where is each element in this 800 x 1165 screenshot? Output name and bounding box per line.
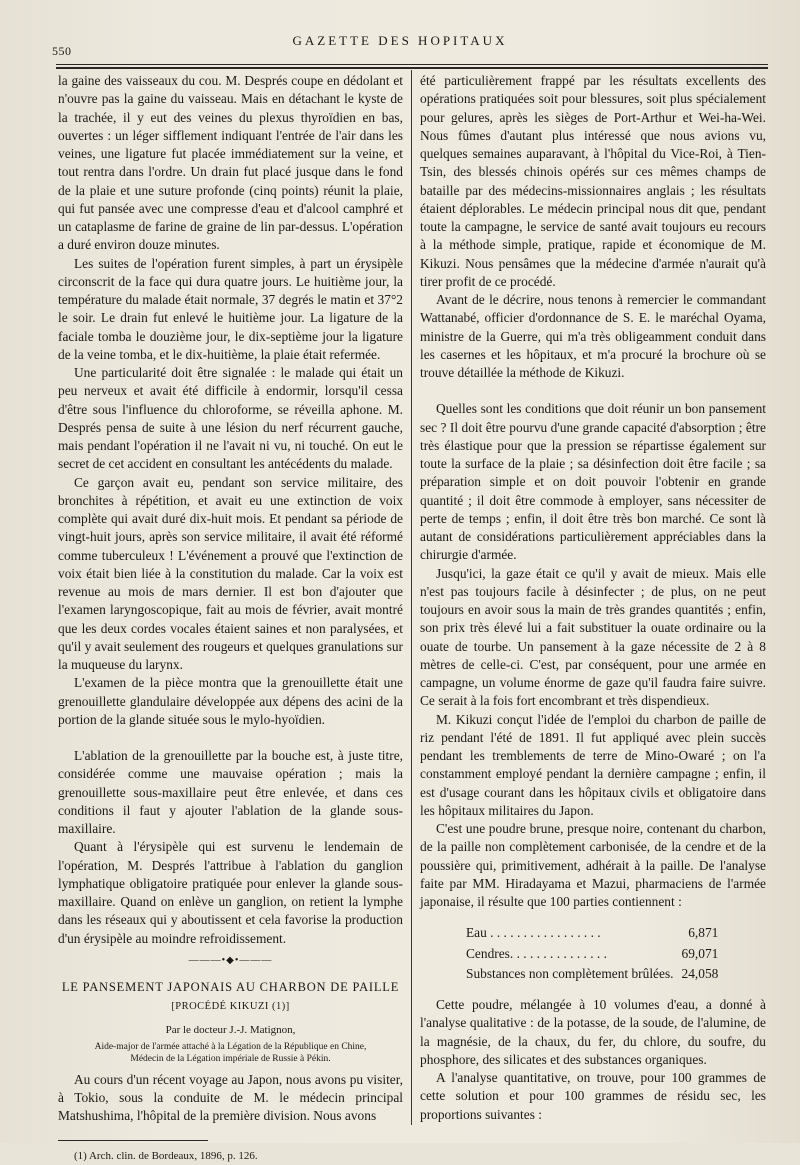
paragraph: Quant à l'érysipèle qui est survenu le lendemain de l'opération, M. Després l'attribue à l'ablation du ganglion lymphatique obligatoire pratiquée pour enlever la glande sous-maxillaire. Quand on enlève un ganglion, on retient la lymphe dans les réseaux qui y aboutissent et cela favorise la production d'un érysipèle au moindre refroidissement. bbox=[58, 839, 403, 946]
analysis-value: 24,058 bbox=[681, 965, 719, 981]
article-subtitle: [PROCÉDÉ KIKUZI (1)] bbox=[171, 1001, 290, 1013]
paragraph: L'ablation de la grenouillette par la bouche est, à juste titre, considérée comme une mauvaise opération ; mais la grenouillette sous-maxillaire peut être enlevée, et dans ces conditions il faut y ajouter l'ablation de la glande sous-maxillaire. bbox=[58, 748, 403, 836]
affiliation-line: Médecin de la Légation impériale de Russie à Pékin. bbox=[130, 1053, 331, 1064]
column-divider bbox=[411, 70, 412, 1125]
article-intro: Au cours d'un récent voyage au Japon, nous avons pu visiter, à Tokio, sous la conduite de M. le médecin principal Matshushima, l'hôpital de la première division. Nous avons bbox=[58, 1071, 403, 1124]
paragraph: Quelles sont les conditions que doit réunir un bon pansement sec ? Il doit être pourvu d'une grande capacité d'absorption ; être très élastique pour que la pression se répartisse également sur toute la surface de la plaie ; sa désinfection doit être facile ; sa préparation simple et on doit pouvoir l'obtenir en grande quantité ; il doit être commode à employer, sans nécessiter de perte de temps ; enfin, il doit être très bon marché. Ce sont là autant de considérations particulièrement appréciables dans la chirurgie d'armée. bbox=[420, 401, 766, 563]
paragraph: M. Kikuzi conçut l'idée de l'emploi du charbon de paille de riz pendant l'été de 1891. Il fut appliqué avec plein succès pendant les tremblements de terre de Mino-Owaré ; on l'a constamment employé pendant la dernière campagne ; enfin, il est d'usage courant dans les hôpitaux civils et obligatoire dans les hôpitaux militaires du Japon. bbox=[420, 711, 766, 818]
spacer bbox=[420, 382, 766, 400]
article-title: LE PANSEMENT JAPONAIS AU CHARBON DE PAILLE bbox=[61, 980, 400, 994]
journal-title: GAZETTE DES HOPITAUX bbox=[292, 33, 508, 48]
paragraph: A l'analyse quantitative, on trouve, pour 100 grammes de cette solution et pour 100 grammes de résidu sec, les proportions suivantes : bbox=[420, 1070, 766, 1122]
paragraph: été particulièrement frappé par les résultats excellents des opérations pratiquées soit pour blessures, soit plus spécialement pour gelures, après les sièges de Port-Arthur et Wei-ha-Wei. Nous fûmes d'autant plus intéressé que nous avions vu, quelques semaines auparavant, à l'hôpital du Vice-Roi, à Tien-Tsin, des blessés chinois opérés sur ces mêmes champs de bataille par des médecins-missionnaires anglais ; les résultats étaient déplorables. Le médecin principal nous dit que, pendant toute la campagne, le service de santé avait toujours eu recours à la méthode simple, pratique, rapide et économique de M. Kikuzi. Nous pensâmes que la médecine d'armée n'aurait qu'à tirer profit de ce procédé. bbox=[420, 73, 766, 289]
page-number: 550 bbox=[52, 44, 72, 58]
analysis-label: Cendres. . . . . . . . . . . . . . . bbox=[466, 945, 607, 961]
paragraph: Jusqu'ici, la gaze était ce qu'il y avait de mieux. Mais elle n'est pas toujours facile à désinfecter ; de plus, on ne peut toujours en avoir sous la main de très grandes quantités ; enfin, son prix très élevé lui a fait substituer la ouate ordinaire ou la ouate de tourbe. Un pansement à la gaze nécessite de 2 à 8 mètres de celle-ci. C'est, par conséquent, pour une armée en campagne, un volume énorme de gaze qu'il faudra faire suivre. Ce serait à la fois fort encombrant et très dispendieux. bbox=[420, 565, 766, 709]
paragraph: la gaine des vaisseaux du cou. M. Després coupe en dédolant et n'ouvre pas la gaine du vaisseau. Mais en détachant le kyste de la trachée, il y eut des veines du plexus thyroïdien en bas, ouvertes : un léger sifflement indiquant l'entrée de l'air dans les veines, une ligature fut placée immédiatement sur la veine, et tout rentra dans l'ordre. Un drain fut placé jusque dans le fond de la plaie et une suture profonde (cinq points) réunit la plaie, qui fut pansée avec une compresse d'eau et d'alcool camphré et un cataplasme de farine de graine de lin par-dessus. L'opération a duré environ douze minutes. bbox=[58, 73, 403, 253]
table-row bbox=[466, 944, 718, 964]
footnote-rule bbox=[58, 1140, 208, 1141]
header-rule-thick bbox=[56, 67, 768, 69]
analysis-label: Eau . . . . . . . . . . . . . . . . . bbox=[466, 925, 601, 941]
table-row bbox=[466, 923, 718, 943]
article-author: Par le docteur J.-J. Matignon, bbox=[165, 1023, 296, 1036]
left-column bbox=[58, 72, 403, 1165]
paragraph: C'est une poudre brune, presque noire, contenant du charbon, de la paille non complètement carbonisée, de la cendre et de la poussière qui, primitivement, adhérait à la paille. De l'analyse faite par MM. Hiradayama et Mazui, pharmaciens de l'armée japonaise, il résulte que 100 parties contiennent : bbox=[420, 821, 766, 909]
analysis-label: Substances non complètement brûlées. bbox=[466, 965, 674, 981]
footnote: (1) Arch. clin. de Bordeaux, 1896, p. 126. bbox=[74, 1149, 258, 1162]
paragraph: Cette poudre, mélangée à 10 volumes d'eau, a donné à l'analyse qualitative : de la potasse, de la soude, de l'alumine, de la magnésie, de la chaux, du fer, du chlore, du soufre, du phosphore, des silicates et des substances organiques. bbox=[420, 997, 766, 1067]
article-affiliation bbox=[58, 1041, 403, 1065]
header-rule bbox=[56, 64, 768, 65]
paragraph: Ce garçon avait eu, pendant son service militaire, des bronchites à répétition, et avait eu une extinction de voix complète qui avait duré dix-huit mois. Et pendant sa période de vingt-huit jours, après son service militaire, il avait été réformé comme tuberculeux ! L'événement a prouvé que l'extinction de voix était bien liée à la constitution du malade. Car la voix est revenue au mois de mars dernier. Il est bon d'ajouter que l'examen laryngoscopique, fait au mois de février, avait montré que les deux cordes vocales étaient saines et non paralysées, et qu'il y avait seulement des rougeurs et quelques granulations sur la muqueuse du larynx. bbox=[58, 474, 403, 672]
table-row bbox=[466, 964, 718, 984]
spacer bbox=[58, 729, 403, 747]
affiliation-line: Aide-major de l'armée attaché à la Légation de la République en Chine, bbox=[94, 1041, 367, 1052]
paragraph: Les suites de l'opération furent simples, à part un érysipèle circonscrit de la face qui dura quatre jours. Le huitième jour, la température du malade était normale, 37 degrés le matin et 37°2 le soir. Le drain fut enlevé le huitième jour. La ligature de la faciale tomba le douzième jour, le dix-septième jour la ligature de la veine tomba, et le dix-huitième, la plaie était refermée. bbox=[58, 255, 403, 362]
analysis-value: 6,871 bbox=[688, 925, 719, 941]
paragraph: Une particularité doit être signalée : le malade qui était un peu nerveux et avait été difficile à endormir, lorsqu'il cessa d'être sous l'influence du chloroforme, se réveilla aphone. M. Després pensa de suite à une lésion du nerf récurrent gauche, mais pendant l'opération il ne l'avait ni vu, ni touché. On eut le secret de cet accident en consultant les antécédents du malade. bbox=[58, 365, 403, 472]
analysis-table bbox=[466, 923, 718, 984]
analysis-value: 69,071 bbox=[681, 945, 719, 961]
paragraph: Avant de le décrire, nous tenons à remercier le commandant Wattanabé, officier d'ordonnance de S. E. le maréchal Oyama, ministre de la Guerre, qui m'a très obligeamment conduit dans les casernes et les hôpitaux, et m'a procuré la brochure où se trouve détaillée la méthode de Kikuzi. bbox=[420, 292, 766, 380]
paragraph: L'examen de la pièce montra que la grenouillette était une grenouillette glandulaire développée aux dépens des acini de la portion de la glande située sous le mylo-hyoïdien. bbox=[58, 675, 403, 727]
section-ornament: ———•◆•——— bbox=[188, 954, 273, 966]
right-column bbox=[420, 72, 766, 1124]
